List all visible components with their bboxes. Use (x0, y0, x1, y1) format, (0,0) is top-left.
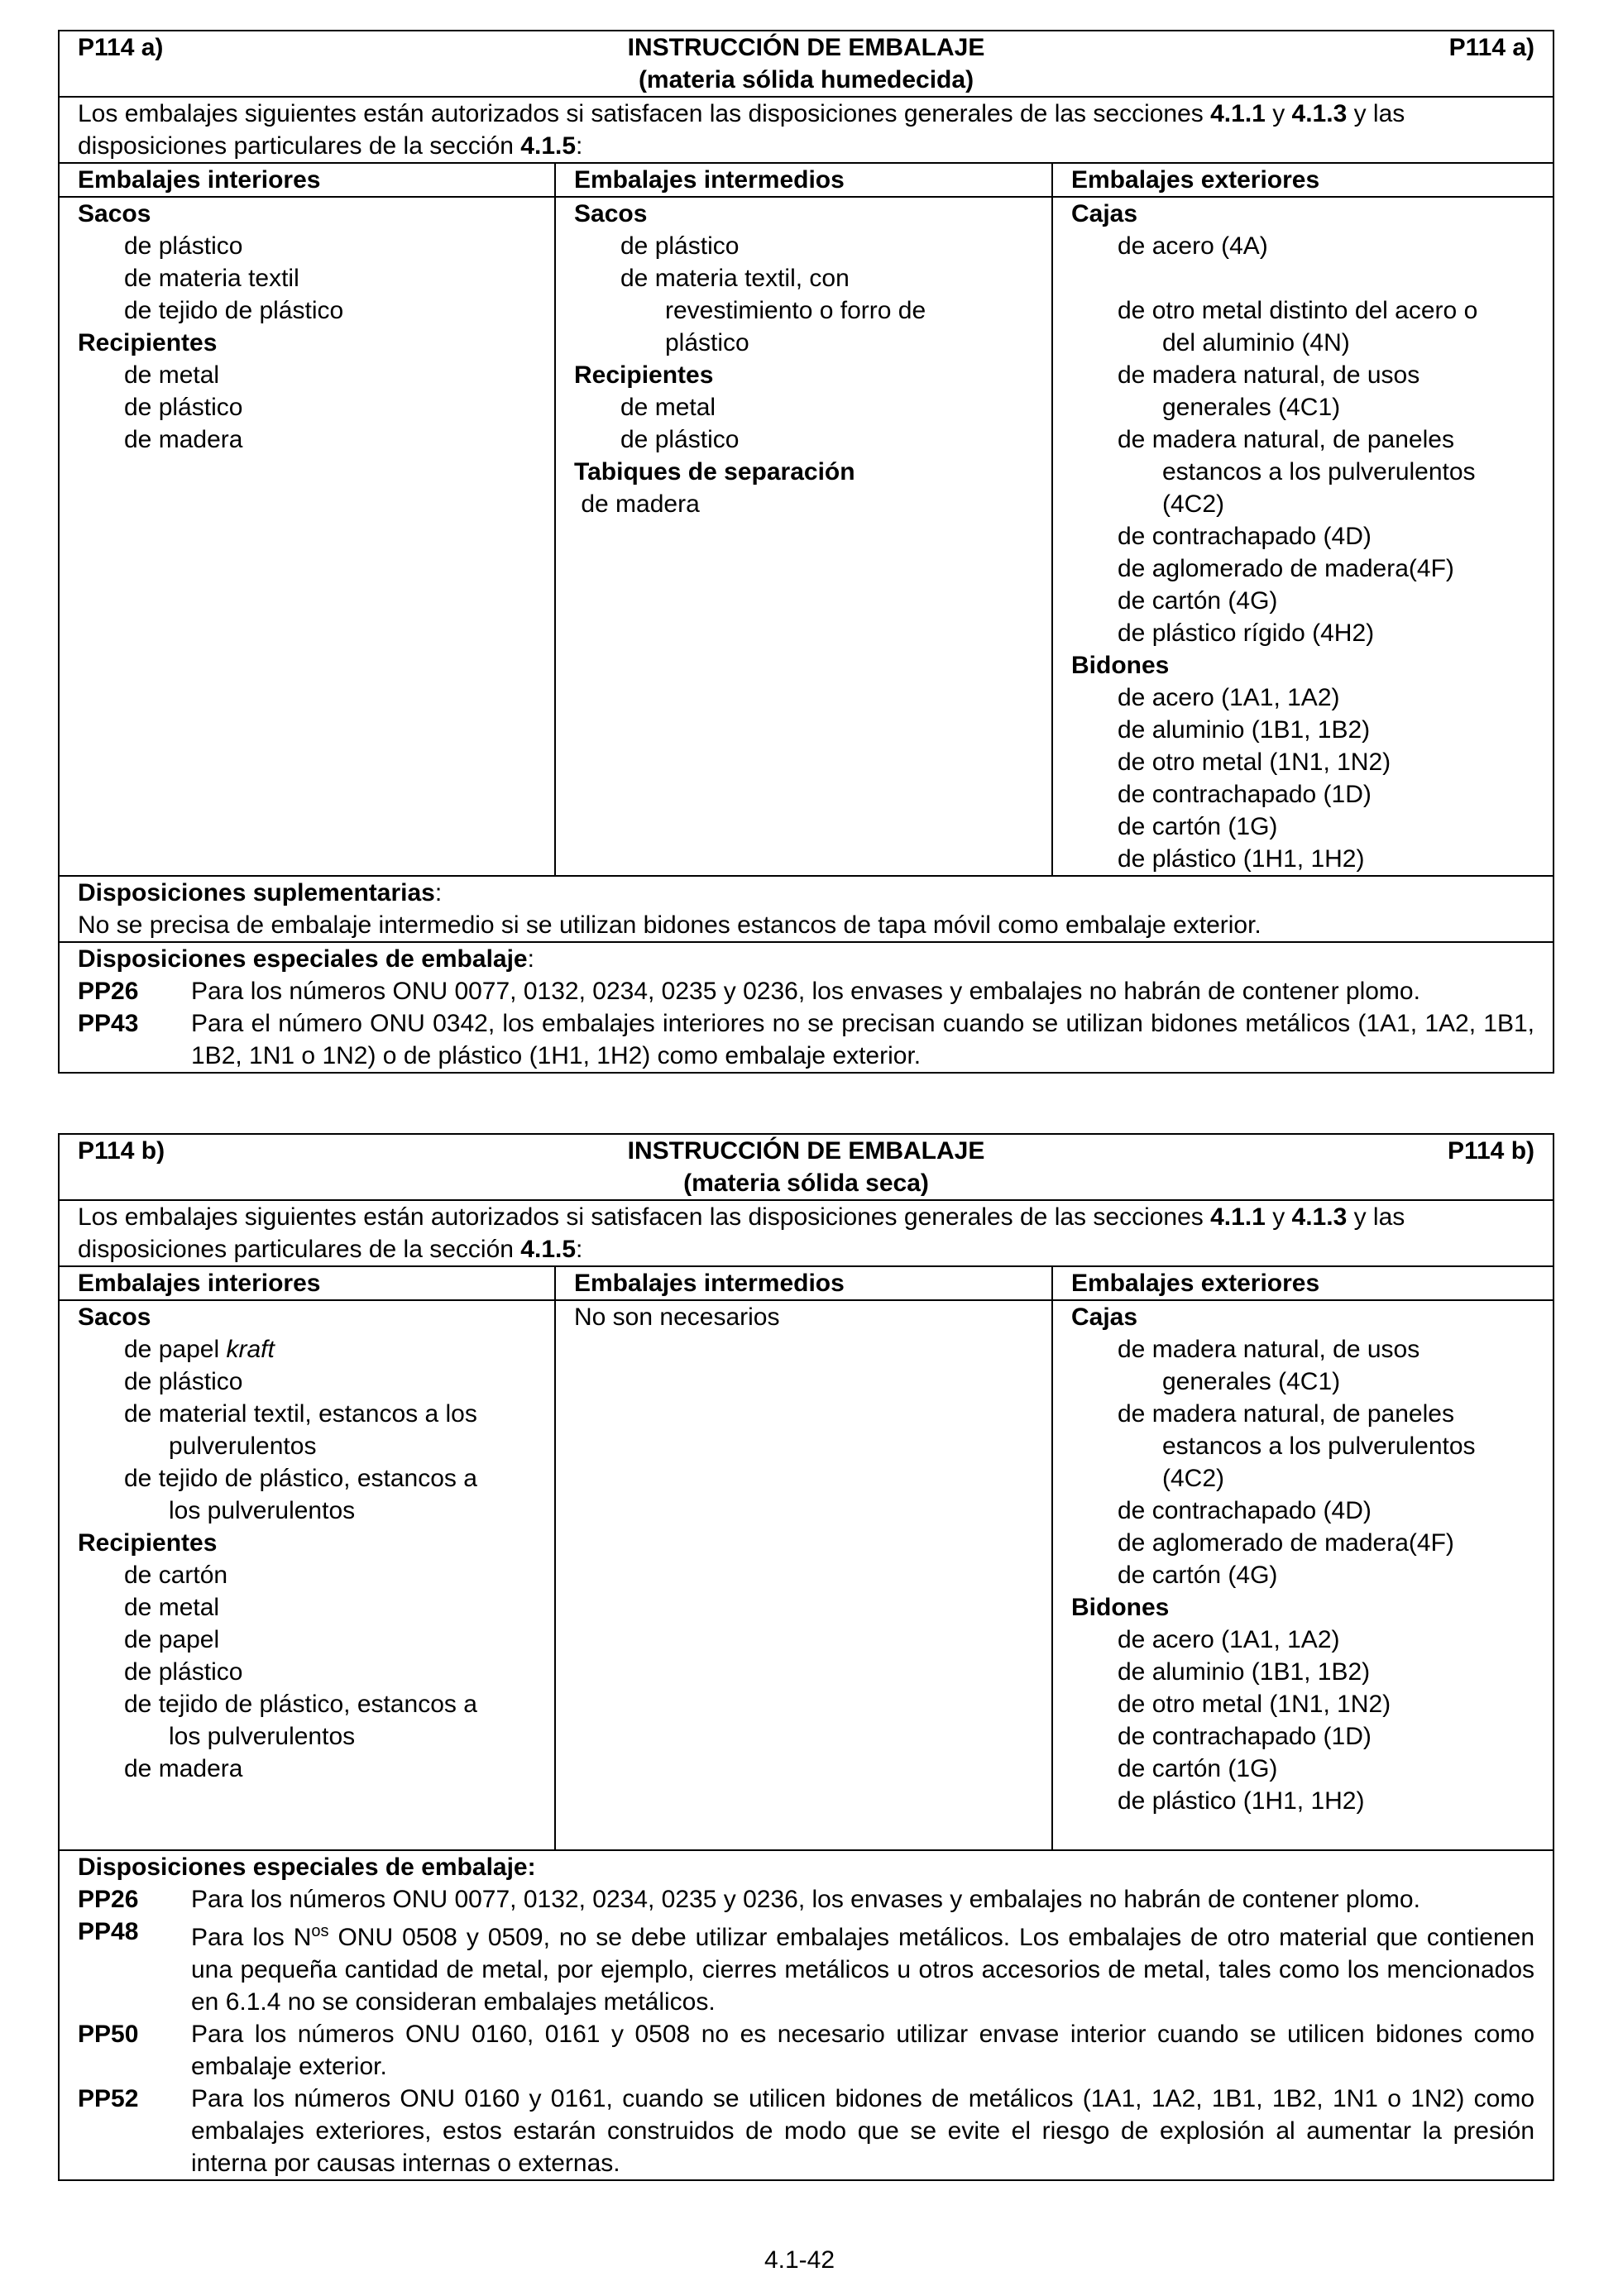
header-cell (59, 1134, 1554, 1200)
list-item: de plástico (124, 1658, 243, 1686)
list-item: de papel (124, 1626, 220, 1653)
list-item: de material textil, estancos a los (124, 1400, 477, 1428)
instruction-title: INSTRUCCIÓN DE EMBALAJE (627, 1137, 985, 1165)
column-header-outer: Embalajes exteriores (1052, 1266, 1554, 1300)
list-heading: Cajas (1071, 1303, 1138, 1331)
list-item: de madera (124, 1755, 243, 1782)
list-item: de aluminio (1B1, 1B2) (1118, 1658, 1371, 1686)
provision-text: Para los números ONU 0077, 0132, 0234, 0235 y 0236, los envases y embalajes no habrán de contener plomo. (191, 1886, 1420, 1913)
list-item: (4C2) (1162, 1465, 1225, 1492)
list-heading: Bidones (1071, 1594, 1170, 1621)
provision-code: PP26 (78, 1886, 139, 1913)
list-item: de acero (1A1, 1A2) (1118, 1626, 1340, 1653)
list-item: de materia textil, con (620, 265, 850, 292)
instruction-code-left: P114 a) (78, 34, 164, 61)
list-item: de papel kraft (124, 1336, 275, 1363)
not-required-text: No son necesarios (574, 1303, 780, 1331)
list-item: de aglomerado de madera(4F) (1118, 555, 1454, 582)
column-header-intermediate: Embalajes intermedios (555, 1266, 1052, 1300)
supplementary-text: No se precisa de embalaje intermedio si se utilizan bidones estancos de tapa móvil como embalaje exterior. (78, 911, 1261, 939)
list-item: pulverulentos (169, 1433, 317, 1460)
list-item: de plástico rígido (4H2) (1118, 619, 1375, 647)
page-number: 4.1-42 (764, 2246, 835, 2274)
provision-code: PP50 (78, 2021, 139, 2048)
list-item: del aluminio (4N) (1162, 329, 1350, 356)
provision-text: Para el número ONU 0342, los embalajes interiores no se precisan cuando se utilizan bidones metálicos (1A1, 1A2, 1B1, 1B2, 1N1 o 1N2) o de plástico (1H1, 1H2) como embalaje exterior. (191, 1010, 1535, 1069)
intro-paragraph: Los embalajes siguientes están autorizados si satisfacen las disposiciones generales de las secciones 4.1.1 y 4.1.3 y las disposiciones particulares de la sección 4.1.5: (59, 97, 1554, 163)
provision-pp50 (78, 2018, 1534, 2083)
special-provisions-heading: Disposiciones especiales de embalaje: (78, 1854, 536, 1881)
special-provisions: Disposiciones especiales de embalaje: PP26 Para los números ONU 0077, 0132, 0234, 0235 y 0236, los envases y embalajes no habrán de contener plomo. PP43 Para el número ONU 0342, los embalajes interiores no se precisan cuando se utilizan bidones metálicos (1A1, 1A2, 1B1, 1B2, 1N1 o 1N2) o de plástico (1H1, 1H2) como embalaje exterior. (59, 942, 1554, 1073)
list-item: de cartón (4G) (1118, 587, 1278, 615)
instruction-subtitle: (materia sólida humedecida) (638, 66, 974, 93)
provision-text: Para los números ONU 0160, 0161 y 0508 no es necesario utilizar envase interior cuando se utilicen bidones como embalaje exterior. (191, 2021, 1535, 2080)
list-heading: Sacos (78, 1303, 151, 1331)
provision-pp48 (78, 1916, 1534, 2018)
list-item: de acero (1A1, 1A2) (1118, 684, 1340, 711)
list-item: de madera natural, de paneles (1118, 426, 1454, 453)
intro-paragraph: Los embalajes siguientes están autorizados si satisfacen las disposiciones generales de las secciones 4.1.1 y 4.1.3 y las disposiciones particulares de la sección 4.1.5: (59, 1200, 1554, 1266)
provision-pp26 (78, 975, 1534, 1007)
list-item: de materia textil (124, 265, 299, 292)
provision-code: PP43 (78, 1010, 139, 1037)
list-item: de metal (620, 394, 716, 421)
list-item: de plástico (124, 232, 243, 260)
list-item: de madera natural, de usos (1118, 1336, 1420, 1363)
list-heading: Recipientes (78, 1529, 218, 1557)
list-item: de madera (574, 490, 700, 518)
list-item: de contrachapado (4D) (1118, 523, 1372, 550)
instruction-code-right: P114 a) (1448, 34, 1535, 61)
provision-pp52 (78, 2083, 1534, 2179)
outer-packagings-list (1052, 1300, 1554, 1850)
instruction-title: INSTRUCCIÓN DE EMBALAJE (627, 34, 985, 61)
intermediate-packagings-list (555, 1300, 1052, 1850)
list-item: de aluminio (1B1, 1B2) (1118, 716, 1371, 744)
instruction-subtitle: (materia sólida seca) (683, 1170, 929, 1197)
provision-pp26 (78, 1883, 1534, 1916)
list-item: (4C2) (1162, 490, 1225, 518)
list-heading: Sacos (574, 200, 648, 227)
packing-instruction-p114a (58, 30, 1554, 1074)
list-item: de tejido de plástico, estancos a (124, 1691, 477, 1718)
list-item: de otro metal distinto del acero o (1118, 297, 1478, 324)
special-provisions-heading: Disposiciones especiales de embalaje (78, 945, 528, 973)
instruction-code-right: P114 b) (1447, 1137, 1535, 1165)
inner-packagings-list (59, 197, 555, 876)
list-item: revestimiento o forro de (665, 297, 926, 324)
list-item: de plástico (620, 426, 740, 453)
list-item: de plástico (124, 1368, 243, 1395)
list-heading: Tabiques de separación (574, 458, 855, 486)
list-item: generales (4C1) (1162, 1368, 1341, 1395)
list-item: generales (4C1) (1162, 394, 1341, 421)
list-heading: Bidones (1071, 652, 1170, 679)
list-item: de plástico (1H1, 1H2) (1118, 845, 1365, 873)
list-item: los pulverulentos (169, 1723, 356, 1750)
list-item: de tejido de plástico, estancos a (124, 1465, 477, 1492)
supplementary-heading: Disposiciones suplementarias (78, 879, 435, 906)
list-heading: Sacos (78, 200, 151, 227)
provision-text: Para los números ONU 0077, 0132, 0234, 0235 y 0236, los envases y embalajes no habrán de contener plomo. (191, 978, 1420, 1005)
header-cell (59, 31, 1554, 97)
list-item: de tejido de plástico (124, 297, 344, 324)
provision-code: PP48 (78, 1918, 139, 1945)
list-item: de metal (124, 361, 220, 389)
provision-text: Para los $N^{os}$ ONU 0508 y 0509, no se debe utilizar embalajes metálicos. Los embalajes de otro material que contienen una pequeña cantidad de metal, por ejemplo, cierres metálicos u otros accesorios de metal, tales como los mencionados en 6.1.4 no se consideran embalajes metálicos. (191, 1922, 1535, 2016)
list-item: de aglomerado de madera(4F) (1118, 1529, 1454, 1557)
provision-code: PP26 (78, 978, 139, 1005)
supplementary-provisions: Disposiciones suplementarias: No se precisa de embalaje intermedio si se utilizan bidones estancos de tapa móvil como embalaje exterior. (59, 876, 1554, 942)
intermediate-packagings-list (555, 197, 1052, 876)
special-provisions (59, 1850, 1554, 2180)
inner-packagings-list (59, 1300, 555, 1850)
list-item: de cartón (124, 1562, 228, 1589)
list-item: de madera (124, 426, 243, 453)
list-item: de otro metal (1N1, 1N2) (1118, 1691, 1391, 1718)
list-item: de plástico (124, 394, 243, 421)
list-item: los pulverulentos (169, 1497, 356, 1524)
packing-instruction-p114b (58, 1133, 1554, 2181)
list-item: de cartón (4G) (1118, 1562, 1278, 1589)
provision-pp43 (78, 1007, 1534, 1072)
column-header-inner: Embalajes interiores (59, 1266, 555, 1300)
list-item: plástico (665, 329, 749, 356)
list-item: estancos a los pulverulentos (1162, 1433, 1476, 1460)
provision-text: Para los números ONU 0160 y 0161, cuando se utilicen bidones de metálicos (1A1, 1A2, 1B1, 1B2, 1N1 o 1N2) como embalajes exteriores, estos estarán construidos de modo que se evite el riesgo de explosión al aumentar la presión interna por causas internas o externas. (191, 2085, 1535, 2177)
list-item: de contrachapado (1D) (1118, 1723, 1372, 1750)
list-item: de cartón (1G) (1118, 1755, 1278, 1782)
list-item: de madera natural, de paneles (1118, 1400, 1454, 1428)
list-item: de cartón (1G) (1118, 813, 1278, 840)
list-heading: Recipientes (78, 329, 218, 356)
list-item: de contrachapado (1D) (1118, 781, 1372, 808)
list-item: estancos a los pulverulentos (1162, 458, 1476, 486)
list-item: de contrachapado (4D) (1118, 1497, 1372, 1524)
list-heading: Cajas (1071, 200, 1138, 227)
outer-packagings-list (1052, 197, 1554, 876)
provision-code: PP52 (78, 2085, 139, 2112)
list-item: de plástico (1H1, 1H2) (1118, 1787, 1365, 1815)
list-heading: Recipientes (574, 361, 714, 389)
list-item: de metal (124, 1594, 220, 1621)
list-item (1071, 262, 1534, 294)
column-header-outer: Embalajes exteriores (1052, 163, 1554, 197)
list-item: de plástico (620, 232, 740, 260)
list-item: de otro metal (1N1, 1N2) (1118, 749, 1391, 776)
list-item: de madera natural, de usos (1118, 361, 1420, 389)
list-item: de acero (4A) (1118, 232, 1268, 260)
column-header-intermediate: Embalajes intermedios (555, 163, 1052, 197)
instruction-code-left: P114 b) (78, 1137, 165, 1165)
column-header-inner: Embalajes interiores (59, 163, 555, 197)
